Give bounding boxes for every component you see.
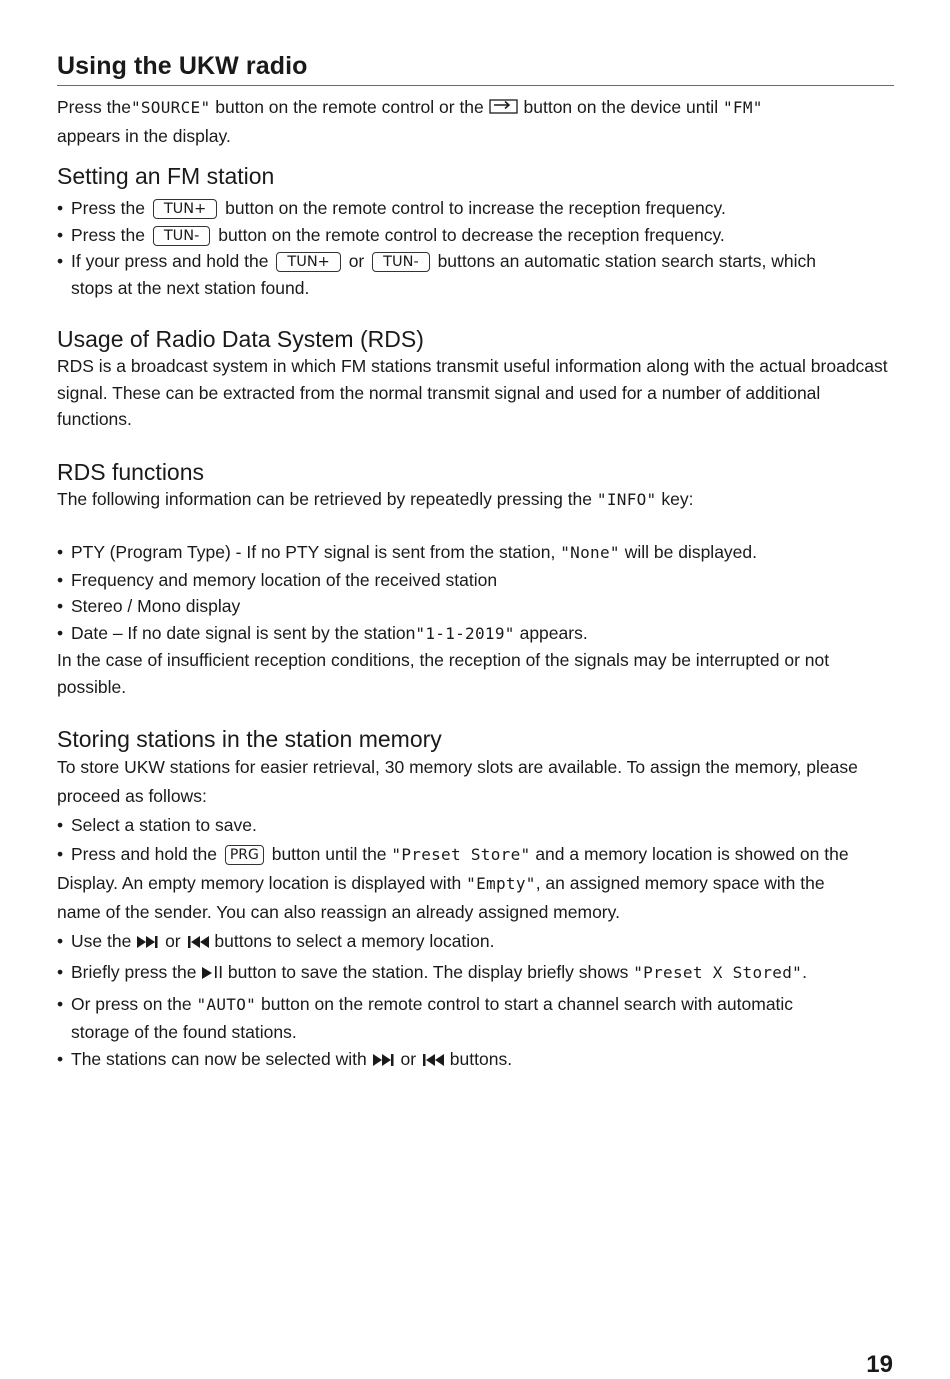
list-item: • The stations can now be selected with or buttons.	[57, 1045, 894, 1076]
tun-plus-key: TUN+	[153, 199, 217, 219]
intro-text: appears in the display.	[57, 125, 231, 146]
prg-key: PRG	[225, 845, 264, 865]
intro-text: button on the remote control or the	[210, 97, 489, 117]
fm-label: "FM"	[722, 98, 763, 117]
section-heading-setting: Setting an FM station	[57, 163, 275, 189]
skip-previous-icon	[186, 929, 210, 958]
rds-functions-intro: The following information can be retrieved by repeatedly pressing the "INFO" key:	[57, 488, 694, 509]
storing-list	[57, 811, 894, 1076]
list-item: • Select a station to save.	[57, 811, 894, 840]
list-item: • Press the TUN- button on the remote control to decrease the reception frequency.	[57, 222, 894, 249]
list-item: • Press and hold the PRG button until the "Preset Store" and a memory location is showed on the Display. An empty memory location is displayed with "Empty", an assigned memory space with the name of the sender. You can also reassign an already assigned memory.	[57, 840, 894, 927]
tun-plus-key: TUN+	[276, 252, 340, 272]
source-key-label: "SOURCE"	[130, 98, 211, 117]
list-item: • Use the or buttons to select a memory location.	[57, 927, 894, 958]
list-item: • Press the TUN+ button on the remote control to increase the reception frequency.	[57, 195, 894, 222]
list-item: • If your press and hold the TUN+ or TUN- buttons an automatic station search starts, which stops at the next station found.	[57, 248, 894, 301]
section-heading-rds-functions: RDS functions	[57, 458, 205, 485]
section-heading-rds: Usage of Radio Data System (RDS)	[57, 326, 424, 352]
manual-page	[57, 52, 894, 1076]
rds-paragraph: RDS is a broadcast system in which FM stations transmit useful information along with the actual broadcast signal. These can be extracted from the normal transmit signal and used for a number of additional functions.	[57, 356, 888, 429]
setting-list	[57, 195, 894, 301]
skip-next-icon	[136, 929, 160, 958]
source-input-icon	[489, 96, 519, 123]
skip-previous-icon	[421, 1047, 445, 1076]
section-heading-storing: Storing stations in the station memory	[57, 726, 442, 752]
rds-functions-note: In the case of insufficient reception conditions, the reception of the signals may be interrupted or not possible.	[57, 650, 830, 697]
list-item: • Frequency and memory location of the received station	[57, 567, 894, 594]
play-icon	[201, 960, 213, 989]
intro-text: button on the device until	[518, 97, 723, 117]
intro-text: Press the	[57, 97, 131, 117]
page-title: Using the UKW radio	[57, 52, 894, 86]
list-item: • Date – If no date signal is sent by the station"1-1-2019" appears.	[57, 620, 894, 648]
info-key-label: "INFO"	[596, 489, 657, 509]
rds-functions-list	[57, 539, 894, 647]
list-item: • PTY (Program Type) - If no PTY signal is sent from the station, "None" will be displayed.	[57, 539, 894, 567]
page-number: 19	[866, 1351, 893, 1378]
tun-minus-key: TUN-	[153, 226, 211, 246]
storing-intro: To store UKW stations for easier retrieval, 30 memory slots are available. To assign the memory, please proceed as follows:	[57, 757, 858, 806]
intro-paragraph	[57, 94, 894, 149]
list-item: • Stereo / Mono display	[57, 593, 894, 620]
skip-next-icon	[372, 1047, 396, 1076]
list-item: • Briefly press the II button to save the station. The display briefly shows "Preset X Stored".	[57, 958, 894, 989]
tun-minus-key: TUN-	[372, 252, 430, 272]
list-item: • Or press on the "AUTO" button on the remote control to start a channel search with automatic storage of the found stations.	[57, 991, 894, 1045]
